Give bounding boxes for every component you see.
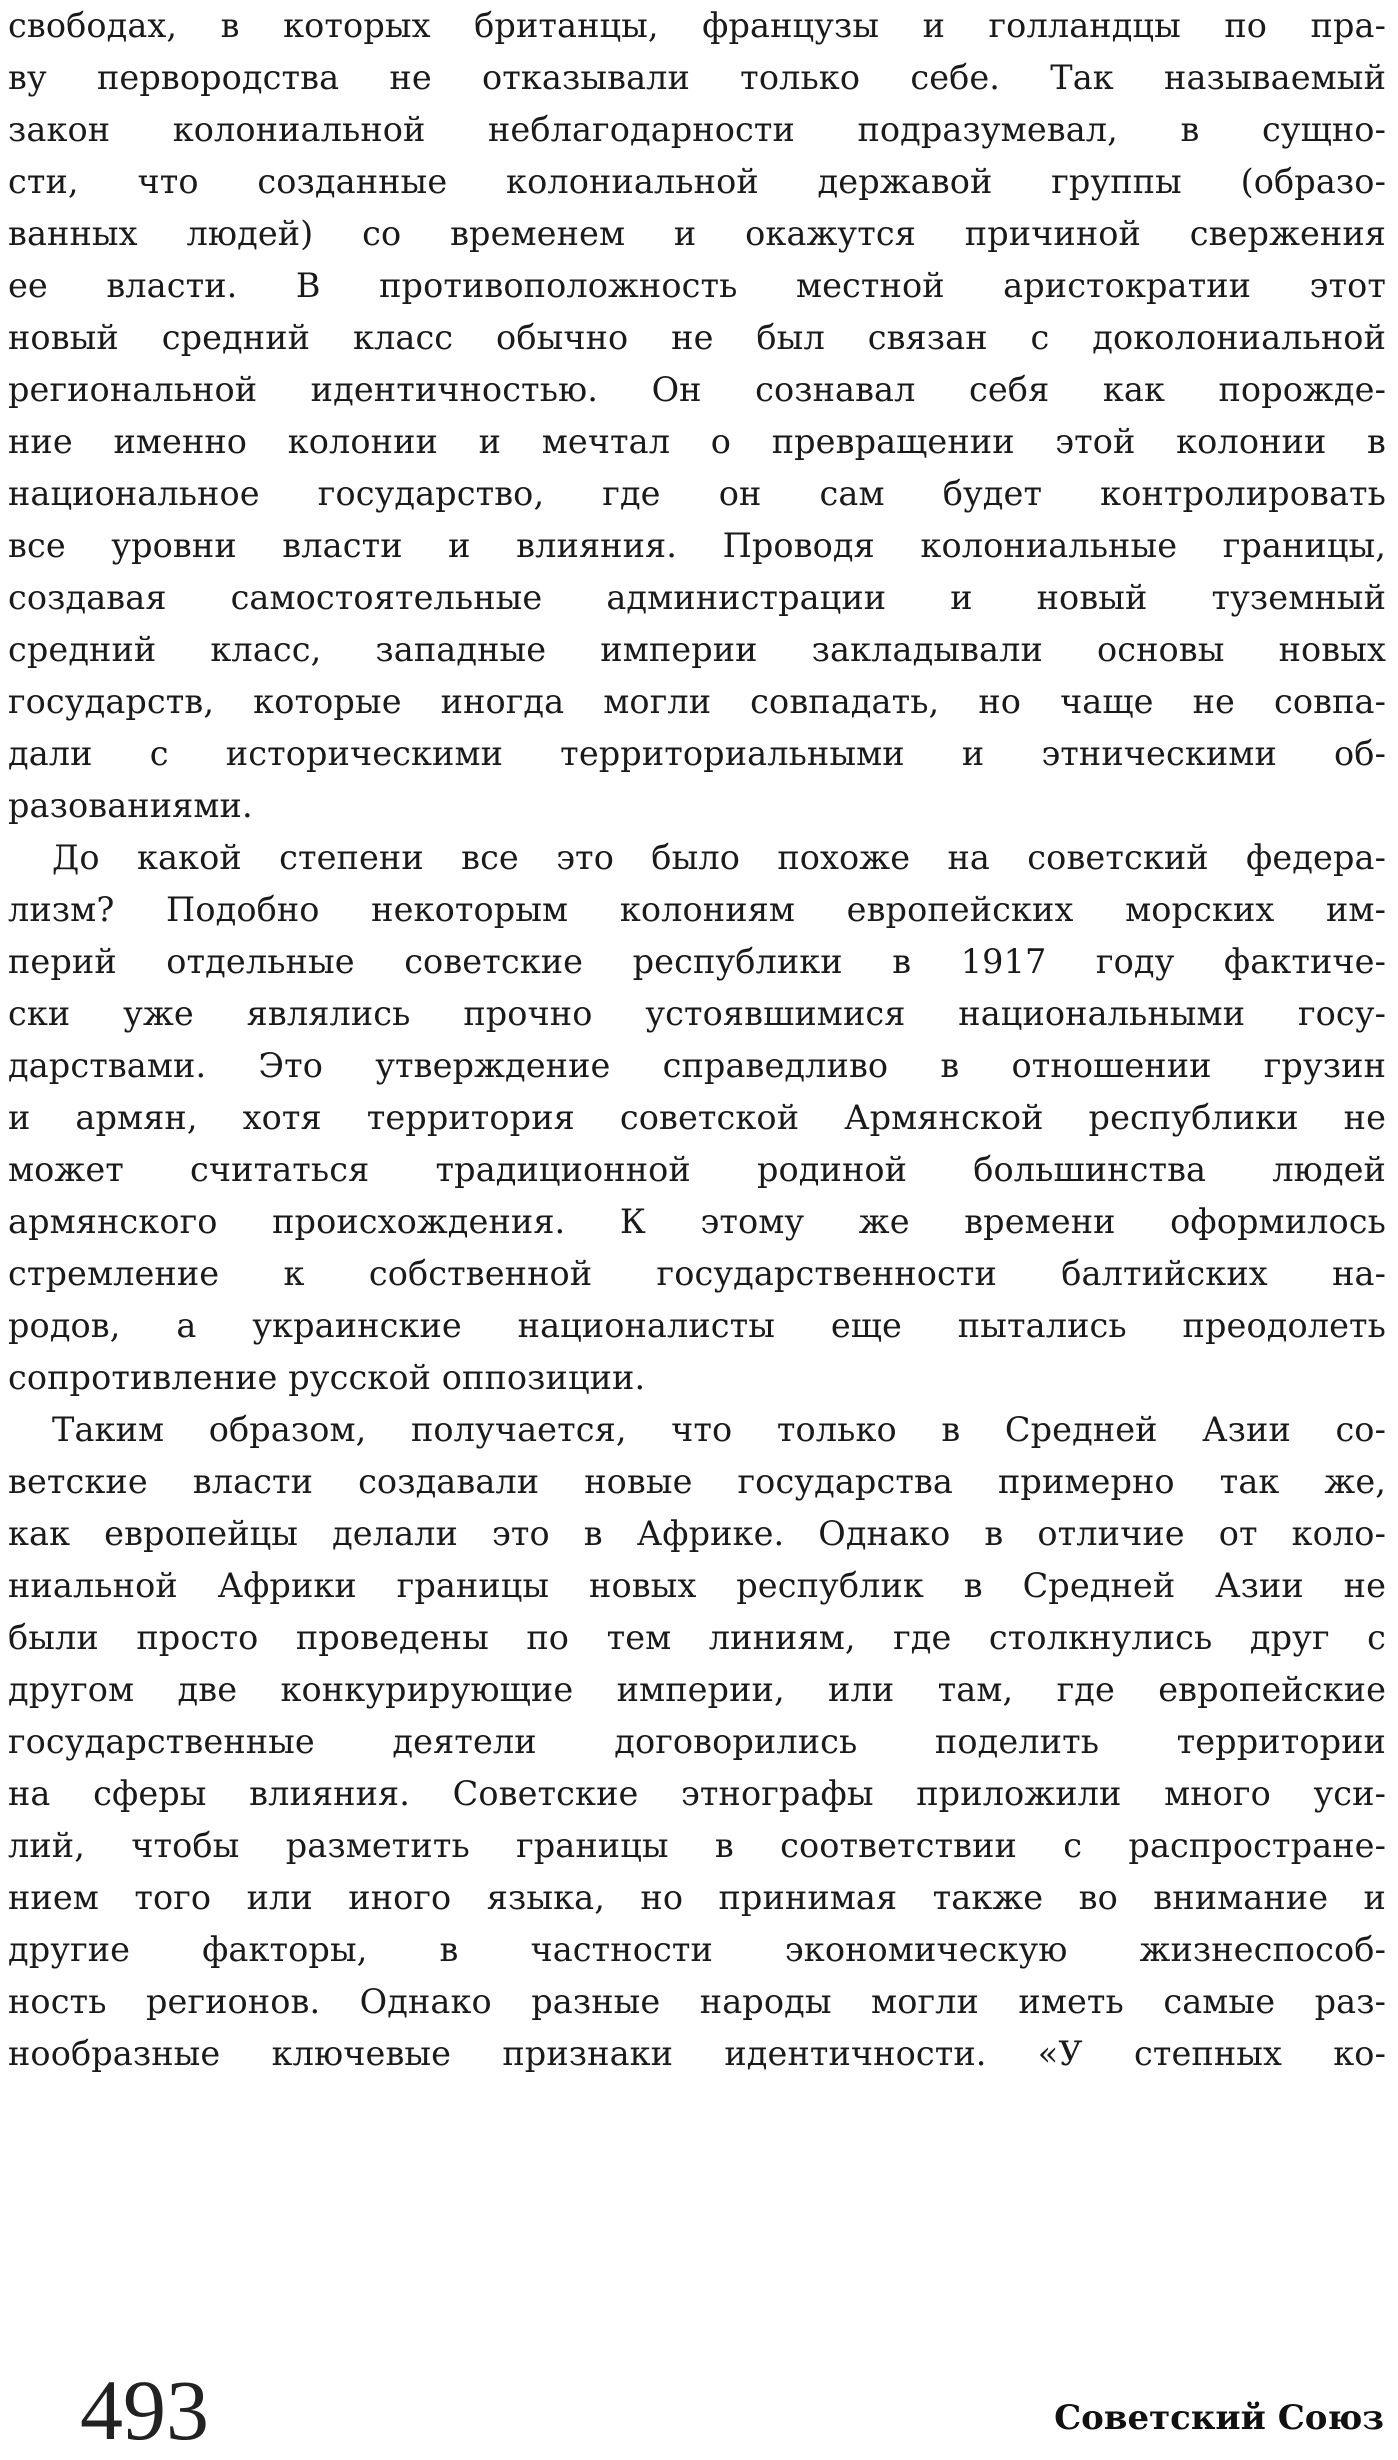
text-line: региональной идентичностью. Он сознавал себя как порожде- (8, 370, 1386, 409)
text-line: армянского происхождения. К этому же времени оформилось (8, 1202, 1386, 1241)
text-line: создавая самостоятельные администрации и новый туземный (8, 578, 1386, 617)
text-line: ву первородства не отказывали только себе. Так называемый (8, 58, 1386, 97)
paragraph-end-line: разованиями. (8, 786, 253, 825)
text-line: средний класс, западные империи закладывали основы новых (8, 630, 1386, 669)
text-line: национальное государство, где он сам будет контролировать (8, 474, 1386, 513)
text-line: государственные деятели договорились поделить территории (8, 1722, 1386, 1761)
text-line: государств, которые иногда могли совпадать, но чаще не совпа- (8, 682, 1386, 721)
text-line: другие факторы, в частности экономическую жизнеспособ- (8, 1930, 1386, 1969)
text-line: ски уже являлись прочно устоявшимися национальными госу- (8, 994, 1386, 1033)
paragraph-end-line: сопротивление русской оппозиции. (8, 1358, 646, 1397)
text-line: перий отдельные советские республики в 1917 году фактиче- (8, 942, 1386, 981)
text-line: ние именно колонии и мечтал о превращении этой колонии в (8, 422, 1386, 461)
text-line: другом две конкурирующие империи, или там, где европейские (8, 1670, 1386, 1709)
page-number: 493 (80, 2362, 209, 2458)
text-line: ность регионов. Однако разные народы могли иметь самые раз- (8, 1982, 1386, 2021)
text-line: ее власти. В противоположность местной аристократии этот (8, 266, 1386, 305)
text-line: закон колониальной неблагодарности подразумевал, в сущно- (8, 110, 1386, 149)
text-line: нием того или иного языка, но принимая также во внимание и (8, 1878, 1386, 1917)
text-line: на сферы влияния. Советские этнографы приложили много уси- (8, 1774, 1386, 1813)
text-line: все уровни власти и влияния. Проводя колониальные границы, (8, 526, 1386, 565)
text-line: ванных людей) со временем и окажутся причиной свержения (8, 214, 1386, 253)
text-line: лизм? Подобно некоторым колониям европейских морских им- (8, 890, 1386, 929)
body-text (8, 0, 1386, 2080)
text-line: были просто проведены по тем линиям, где столкнулись друг с (8, 1618, 1386, 1657)
text-line: лий, чтобы разметить границы в соответствии с распростране- (8, 1826, 1386, 1865)
text-line: и армян, хотя территория советской Армянской республики не (8, 1098, 1386, 1137)
text-line: новый средний класс обычно не был связан с доколониальной (8, 318, 1386, 357)
text-line: нообразные ключевые признаки идентичности. «У степных ко- (8, 2034, 1386, 2073)
text-line: свободах, в которых британцы, французы и голландцы по пра- (8, 6, 1386, 45)
running-title: Советский Союз (1054, 2398, 1384, 2438)
text-line: стремление к собственной государственности балтийских на- (8, 1254, 1386, 1293)
text-line: сти, что созданные колониальной державой группы (образо- (8, 162, 1386, 201)
page-footer (0, 2360, 1398, 2460)
text-line: ниальной Африки границы новых республик в Средней Азии не (8, 1566, 1386, 1605)
text-line: как европейцы делали это в Африке. Однако в отличие от коло- (8, 1514, 1386, 1553)
text-line: может считаться традиционной родиной большинства людей (8, 1150, 1386, 1189)
text-line: дарствами. Это утверждение справедливо в отношении грузин (8, 1046, 1386, 1085)
text-line: дали с историческими территориальными и этническими об- (8, 734, 1386, 773)
text-line: родов, а украинские националисты еще пытались преодолеть (8, 1306, 1386, 1345)
paragraph-start-line: Таким образом, получается, что только в Средней Азии со- (52, 1410, 1386, 1449)
text-line: ветские власти создавали новые государства примерно так же, (8, 1462, 1386, 1501)
paragraph-start-line: До какой степени все это было похоже на советский федера- (52, 838, 1386, 877)
